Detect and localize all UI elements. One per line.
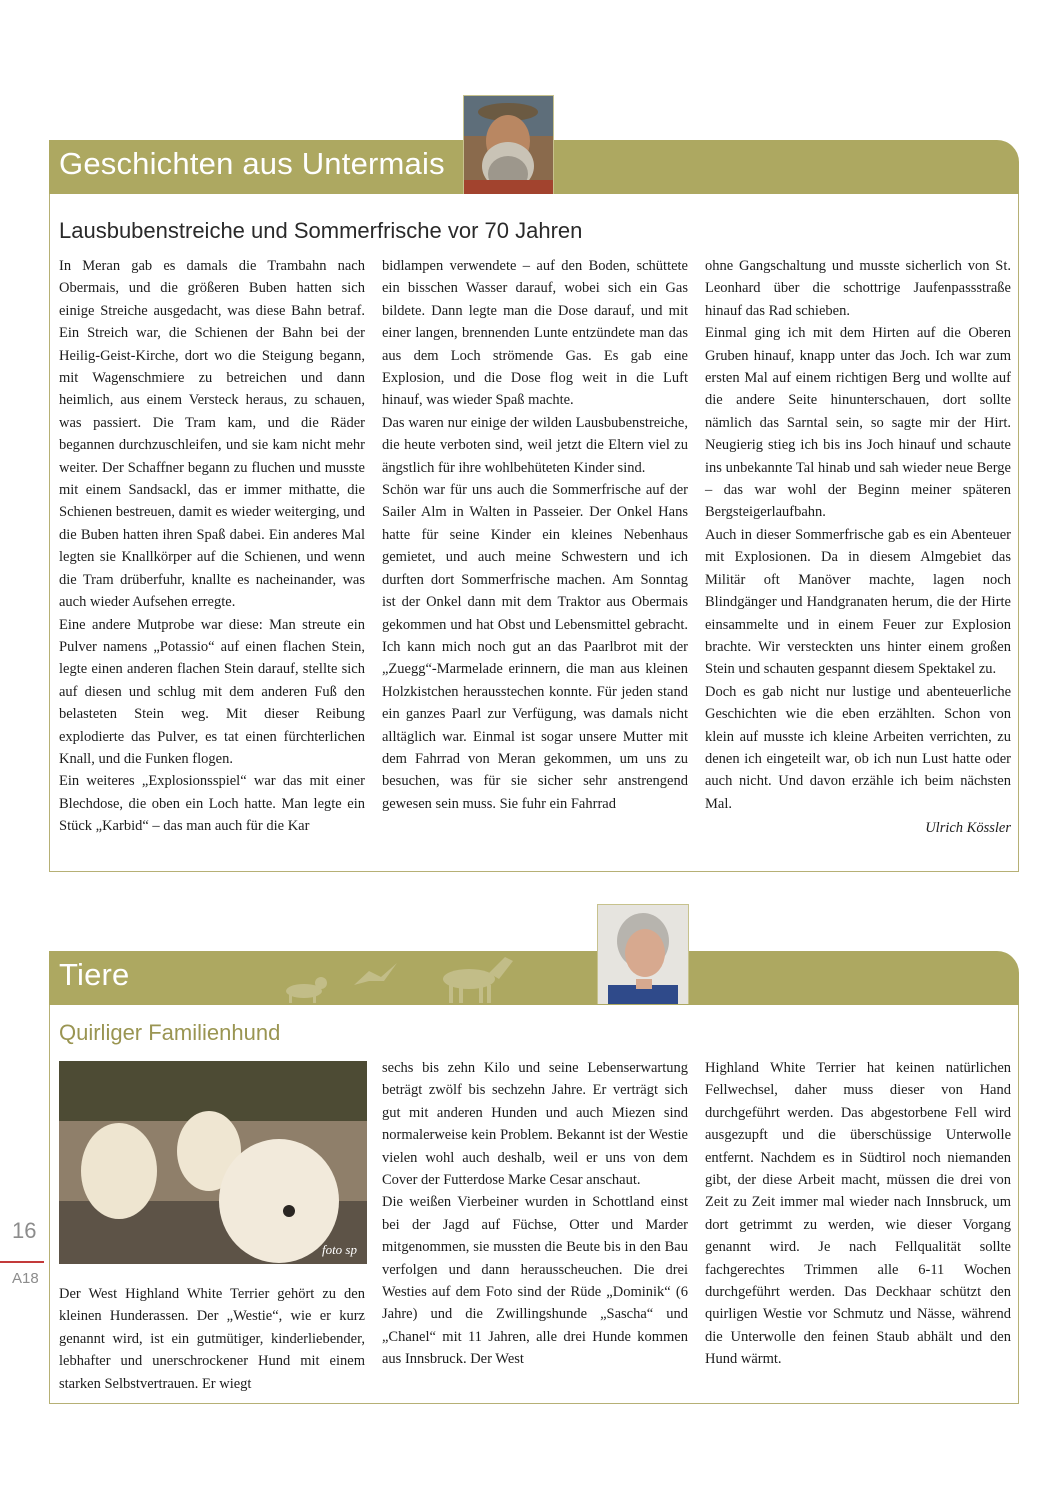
page-number: 16	[12, 1218, 37, 1243]
article-column-1	[59, 1283, 365, 1395]
article-headline: Quirliger Familienhund	[59, 1020, 281, 1045]
author-portrait-photo	[597, 904, 689, 1004]
westie-dogs-photo	[59, 1061, 367, 1264]
animal-silhouettes	[269, 951, 529, 1005]
photo-credit: foto sp	[321, 1242, 357, 1257]
paragraph: Der West Highland White Terrier gehört zu den kleinen Hunderassen. Der „Westie“, wie er kurz genannt wird, ist ein gutmütiger, kinderliebender, lebhafter und unerschrockener Hund mit einem starken Selbstvertrauen. Er wiegt	[59, 1286, 365, 1392]
edition-label: A18	[12, 1270, 39, 1287]
paragraph: ohne Gangschaltung und musste sicherlich von St. Leonhard über die schottrige Jaufenpassstraße hinauf das Rad schieben.	[705, 258, 1011, 319]
article-column-2	[382, 255, 688, 815]
paragraph: Das waren nur einige der wilden Lausbubenstreiche, die heute verboten sind, weil jetzt die Eltern viel zu ängstlich für ihre wohlbehüteten Kinder sind.	[382, 414, 688, 476]
section-banner-tiere	[49, 951, 1019, 1005]
paragraph: Schön war für uns auch die Sommerfrische auf der Sailer Alm in Walten in Passeier. Der Onkel Hans hatte für seine Kinder ein kleines Nebenhaus gemietet, und auch meine Schwestern und ich durften dort Sommerfrische machen. Am Sonntag ist der Onkel dann mit dem Traktor aus Obermais gekommen und hat Obst und Lebensmittel gebracht. Ich kann mich noch gut an das Paarlbrot mit der „Zuegg“-Marmelade erinnern, die man aus kleinen Holzkistchen herausstechen konnte. Für jeden stand ein ganzes Paarl zur Verfügung, was damals nicht alltäglich war. Einmal ist sogar unsere Mutter mit dem Fahrrad von Meran gekommen, um uns zu besuchen, was für sie sicher sehr anstrengend gewesen sein muss. Sie fuhr ein Fahrrad	[382, 482, 688, 812]
section-title: Geschichten aus Untermais	[59, 146, 445, 181]
page-marker-rule	[0, 1261, 44, 1263]
article-column-3	[705, 1057, 1011, 1371]
author-signature: Ulrich Kössler	[925, 820, 1011, 837]
paragraph: bidlampen verwendete – auf den Boden, schüttete ein bisschen Wasser darauf, wobei sich ein Gas bildete. Dann legte man die Dose darauf, und mit einer langen, brennenden Lunte entzündete man das aus dem Loch strömende Gas. Es gab eine Explosion, und die Dose flog weit in die Luft hinauf, was wieder Spaß machte.	[382, 258, 688, 409]
paragraph: Highland White Terrier hat keinen natürlichen Fellwechsel, daher muss dieser von Hand durchgeführt werden. Das abgestorbene Fell wird ausgezupft und die überschüssige Unterwolle entfernt. Nachdem es in Südtirol noch niemanden gibt, der diese Arbeit macht, müssen die drei von Zeit zu Zeit immer mal wieder nach Innsbruck, um dort getrimmt zu werden, wie dieser Vorgang genannt wird. Je nach Fellqualität sollte fachgerechtes Trimmen alle 6-11 Wochen durchgeführt werden. Das Deckhaar schützt den quirligen Westie vor Schmutz und Nässe, während die Unterwolle den feinen Staub abhält und den Hund wärmt.	[705, 1060, 1011, 1368]
paragraph: Doch es gab nicht nur lustige und abenteuerliche Geschichten wie die eben erzählten. Schon von klein auf musste ich kleine Arbeiten verrichten, zu denen ich eingeteilt war, ob ich nun Lust hatte oder auch nicht. Und davon erzähle ich beim nächsten Mal.	[705, 683, 1011, 812]
article-headline: Lausbubenstreiche und Sommerfrische vor 70 Jahren	[59, 218, 583, 243]
paragraph: Auch in dieser Sommerfrische gab es ein Abenteuer mit Explosionen. Da in diesem Almgebiet das Militär oft Manöver machte, lagen noch Blindgänger und Handgranaten herum, die der Hirte einsammelte und in einem Feuer zur Explosion brachte. Wir versteckten uns hinter einem großen Stein und schauten gespannt diesem Spektakel zu.	[705, 526, 1011, 678]
horse-silhouette-icon	[443, 957, 513, 1003]
article-column-3	[705, 255, 1011, 840]
paragraph: Eine andere Mutprobe war diese: Man streute ein Pulver namens „Potassio“ auf einen flachen Stein, legte einen anderen flachen Stein darauf, stellte sich auf diesen und schlug mit dem anderen Fuß den belasteten Stein weg. Mit dieser Reibung explodierte das Pulver, es tat einen fürchterlichen Knall, und die Funken flogen.	[59, 616, 365, 767]
author-portrait-photo	[463, 95, 554, 194]
section-title: Tiere	[59, 957, 130, 992]
article-column-2	[382, 1057, 688, 1371]
article-column-1	[59, 255, 365, 838]
paragraph: Ein weiteres „Explosionsspiel“ war das mit einer Blechdose, die oben ein Loch hatte. Man legte ein Stück „Karbid“ – das man auch für die Kar	[59, 773, 365, 835]
bird-silhouette-icon	[354, 963, 397, 985]
paragraph: Die weißen Vierbeiner wurden in Schottland einst bei der Jagd auf Füchse, Otter und Marder mitgenommen, sie mussten die Beute bis in den Bau verfolgen und dann herausscheuchen. Die drei Westies auf dem Foto sind der Rüde „Dominik“ (6 Jahre) und die Zwillingshunde „Sascha“ und „Chanel“ mit 11 Jahren, alle drei Hunde kommen aus Innsbruck. Der West	[382, 1194, 688, 1368]
paragraph: Einmal ging ich mit dem Hirten auf die Oberen Gruben hinauf, knapp unter das Joch. Ich war zum ersten Mal auf einem richtigen Berg und wollte auf die andere Seite hinunterschauen, dort sollte nämlich das Sarntal sein, so sagte mir der Hirt. Neugierig stieg ich bis ins Joch hinauf und schaute ins unbekannte Tal hinab und sah wieder neue Berge – das war wohl der Beginn meiner späteren Bergsteigerlaufbahn.	[705, 325, 1011, 521]
paragraph: sechs bis zehn Kilo und seine Lebenserwartung beträgt zwölf bis sechzehn Jahre. Er verträgt sich gut mit anderen Hunden und auch Miezen sind normalerweise kein Problem. Bekannt ist der Westie vielen wohl auch deshalb, weil er uns von dem Cover der Futterdose Marke Cesar anschaut.	[382, 1060, 688, 1189]
dog-silhouette-icon	[286, 977, 327, 1003]
paragraph: In Meran gab es damals die Trambahn nach Obermais, und die größeren Buben hatten sich einige Streiche ausgedacht, was diese Bahn betraf. Ein Streich war, die Schienen der Bahn bei der Heilig-Geist-Kirche, dort wo die Steigung begann, mit Wagenschmiere zu betreichen und dann heimlich, aus einem Versteck heraus, zu schauen, was passiert. Die Tram kam, und die Räder begannen durchzuschleifen, und sie kam nicht mehr weiter. Der Schaffner begann zu fluchen und musste mit einem Sandsackl, das er immer mithatte, die Schienen bestreuen, damit es wieder weiterging, und die Buben hatten ihren Spaß dabei. Ein anderes Mal legten sie Knallkörper auf die Schienen, und wenn die Tram drüberfuhr, knallte es nacheinander, was auch wieder Aufsehen erregte.	[59, 258, 365, 611]
